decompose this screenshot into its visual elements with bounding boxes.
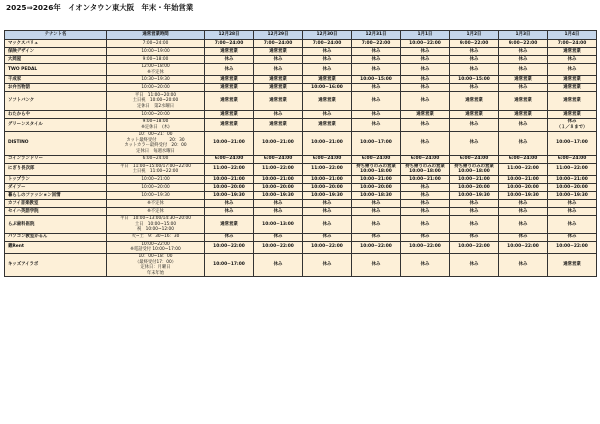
day-status: 6:00~24:00	[254, 155, 303, 163]
day-status: 休み	[205, 200, 254, 208]
day-status: 10:00~21:00	[548, 176, 597, 184]
day-status: 休み	[548, 216, 597, 234]
day-status: 10:00~22:00	[352, 241, 401, 253]
day-status: 10:00~22:00	[401, 40, 450, 48]
day-status: 休み	[499, 48, 548, 56]
day-status: 10:00~22:00	[548, 241, 597, 253]
tenant-name: 暮らしのファッション回情	[5, 192, 107, 200]
day-status: 休み	[254, 253, 303, 276]
day-status: 通常営業	[303, 119, 352, 131]
day-status: 持ち帰りのみの営業 10:00~18:00	[450, 163, 499, 175]
day-status: 10:00~21:00	[205, 131, 254, 155]
day-status: 休み	[401, 216, 450, 234]
day-status: 10:00~20:00	[205, 184, 254, 192]
day-status: 休み	[548, 56, 597, 64]
day-status: 休み	[352, 48, 401, 56]
day-status: 休み	[303, 64, 352, 76]
day-status: 11:00~22:00	[254, 163, 303, 175]
day-status: 通常営業	[548, 111, 597, 119]
tenant-name: ソフトバンク	[5, 92, 107, 111]
table-row	[5, 155, 597, 163]
day-status: 通常営業	[548, 92, 597, 111]
day-status: 休み	[499, 200, 548, 208]
day-status: 10:00~20:00	[303, 184, 352, 192]
day-status: 休み	[352, 119, 401, 131]
tenant-name: カフイ音楽教室	[5, 200, 107, 208]
day-status: 休み	[401, 48, 450, 56]
day-status: 休み	[352, 216, 401, 234]
day-status: 通常営業	[205, 84, 254, 92]
day-status: 10:00~20:00	[254, 184, 303, 192]
day-status: 10:00~21:00	[401, 176, 450, 184]
day-status: 10:00~22:00	[303, 241, 352, 253]
tenant-name: パソコン教室かるん	[5, 233, 107, 241]
table-row	[5, 233, 597, 241]
day-status: 休み	[254, 56, 303, 64]
day-status: 休み	[450, 84, 499, 92]
table-row	[5, 208, 597, 216]
day-status: 10:00~19:30	[303, 192, 352, 200]
day-status: 10:00~21:00	[352, 176, 401, 184]
day-status: 9:00~22:00	[499, 40, 548, 48]
day-status: 休み	[205, 233, 254, 241]
day-status: 休み	[352, 233, 401, 241]
header-tenant: テナント名	[5, 31, 107, 40]
day-status: 休み	[401, 192, 450, 200]
normal-hours: 10:00~20:00	[107, 111, 205, 119]
day-status: 6:00~24:00	[548, 155, 597, 163]
day-status: 休み	[401, 56, 450, 64]
table-row	[5, 163, 597, 175]
day-status: 休み	[205, 64, 254, 76]
day-status: 休み	[303, 111, 352, 119]
header-normal-hours: 通常営業時間	[107, 31, 205, 40]
day-status: 10:00~19:30	[499, 192, 548, 200]
day-status: 通常営業	[205, 216, 254, 234]
table-row	[5, 119, 597, 131]
day-status: 通常営業	[548, 48, 597, 56]
tenant-name: DISTINO	[5, 131, 107, 155]
day-status: 休み	[450, 216, 499, 234]
normal-hours: 10:00~19:30	[107, 192, 205, 200]
day-status: 通常営業	[254, 76, 303, 84]
day-status: 7:00~24:00	[303, 40, 352, 48]
schedule-table	[4, 30, 597, 277]
day-status: 11:00~22:00	[205, 163, 254, 175]
day-status: 通常営業	[205, 119, 254, 131]
normal-hours: 平日 10:00~13:00/14:30~20:00 土日 10:00~15:00 祝 10:00~12:00	[107, 216, 205, 234]
day-status: 10:00~21:00	[499, 176, 548, 184]
day-status: 休み	[401, 233, 450, 241]
day-status: 通常営業	[499, 76, 548, 84]
table-row	[5, 184, 597, 192]
day-status: 10:00~20:00	[548, 184, 597, 192]
header-day: 12月29日	[254, 31, 303, 40]
day-status: 10:00~19:30	[205, 192, 254, 200]
day-status: 休み	[499, 216, 548, 234]
day-status: 通常営業	[205, 92, 254, 111]
day-status: 休み	[401, 131, 450, 155]
day-status: 通常営業	[303, 76, 352, 84]
normal-hours: 12:00~18:00 ※不定休	[107, 64, 205, 76]
normal-hours: 平日 11:00~15:00/17:00~22:00 土日祝 11:00~22:00	[107, 163, 205, 175]
normal-hours: 10:00~20:00	[107, 184, 205, 192]
table-row	[5, 131, 597, 155]
tenant-name: お弁当物語	[5, 84, 107, 92]
normal-hours: 平日 11:00~20:00 土日祝 10:00~20:00 定休日 第2水曜日	[107, 92, 205, 111]
table-row	[5, 40, 597, 48]
day-status: 10:00~21:00	[254, 176, 303, 184]
day-status: 10:00~16:00	[303, 84, 352, 92]
day-status: 7:00~24:00	[548, 40, 597, 48]
day-status: 通常営業	[499, 111, 548, 119]
day-status: 7:00~24:00	[205, 40, 254, 48]
day-status: 休み （１／８まで）	[548, 119, 597, 131]
day-status: 休み	[303, 216, 352, 234]
normal-hours: ※不定休	[107, 208, 205, 216]
normal-hours: 10:00~21:00	[107, 176, 205, 184]
day-status: 通常営業	[254, 84, 303, 92]
day-status: 休み	[352, 200, 401, 208]
day-status: 10:00~22:00	[254, 241, 303, 253]
day-status: 10:00~19:30	[548, 192, 597, 200]
day-status: 休み	[352, 253, 401, 276]
day-status: 10:00~18:30	[352, 192, 401, 200]
day-status: 休み	[548, 64, 597, 76]
day-status: 通常営業	[450, 111, 499, 119]
header-day: 1月1日	[401, 31, 450, 40]
day-status: 休み	[303, 56, 352, 64]
table-row	[5, 92, 597, 111]
day-status: 休み	[450, 56, 499, 64]
day-status: 通常営業	[548, 76, 597, 84]
day-status: 休み	[303, 253, 352, 276]
day-status: 6:00~24:00	[450, 155, 499, 163]
table-row	[5, 216, 597, 234]
day-status: 通常営業	[205, 111, 254, 119]
day-status: 休み	[450, 48, 499, 56]
day-status: 持ち帰りのみの営業 10:00~18:00	[401, 163, 450, 175]
header-day: 1月4日	[548, 31, 597, 40]
tenant-name: キッズアイラボ	[5, 253, 107, 276]
day-status: 休み	[499, 253, 548, 276]
day-status: 10:00~20:00	[352, 184, 401, 192]
day-status: 休み	[303, 200, 352, 208]
day-status: 通常営業	[205, 76, 254, 84]
day-status: 6:00~24:00	[499, 155, 548, 163]
header-day: 12月28日	[205, 31, 254, 40]
day-status: 休み	[401, 253, 450, 276]
day-status: 10:00~22:00	[450, 241, 499, 253]
day-status: 10:00~21:00	[450, 176, 499, 184]
day-status: 通常営業	[548, 253, 597, 276]
day-status: 10:00~22:00	[401, 241, 450, 253]
table-row	[5, 76, 597, 84]
day-status: 持ち帰りのみの営業 10:00~18:00	[352, 163, 401, 175]
day-status: 休み	[303, 233, 352, 241]
day-status: 休み	[254, 111, 303, 119]
day-status: 休み	[352, 111, 401, 119]
day-status: 休み	[352, 84, 401, 92]
day-status: 休み	[450, 233, 499, 241]
table-row	[5, 176, 597, 184]
table-row	[5, 64, 597, 76]
header-row	[5, 31, 597, 40]
day-status: 休み	[450, 131, 499, 155]
day-status: 休み	[401, 76, 450, 84]
day-status: 10:00~21:00	[303, 176, 352, 184]
day-status: 通常営業	[254, 119, 303, 131]
day-status: 休み	[548, 233, 597, 241]
table-row	[5, 84, 597, 92]
day-status: 休み	[254, 64, 303, 76]
day-status: 休み	[499, 119, 548, 131]
day-status: 通常営業	[205, 48, 254, 56]
day-status: 休み	[205, 56, 254, 64]
page-title: 2025⇒2026年 イオンタウン東大阪 年末・年始営業	[6, 3, 194, 12]
day-status: 休み	[450, 200, 499, 208]
table-row	[5, 48, 597, 56]
day-status: 休み	[499, 64, 548, 76]
day-status: 休み	[499, 131, 548, 155]
day-status: 6:00~24:00	[352, 155, 401, 163]
tenant-name: ダイソー	[5, 184, 107, 192]
day-status: 休み	[450, 64, 499, 76]
day-status: 11:00~22:00	[548, 163, 597, 175]
normal-hours: 9:00~18:00 ※定休日 (木)	[107, 119, 205, 131]
day-status: 7:00~24:00	[254, 40, 303, 48]
normal-hours: 6:00~24:00	[107, 155, 205, 163]
tenant-name: セイハ英語学院	[5, 208, 107, 216]
normal-hours: 10：00~21：00 カット最終受付 20：30 カットカラー最終受付 20：00 定休日 毎週水曜日	[107, 131, 205, 155]
day-status: 休み	[401, 184, 450, 192]
day-status: 通常営業	[254, 48, 303, 56]
tenant-name: グリーンスタイル	[5, 119, 107, 131]
normal-hours: 9:00~18:00	[107, 56, 205, 64]
day-status: 10:00~13:00	[254, 216, 303, 234]
tenant-name: コインランドリー	[5, 155, 107, 163]
day-status: 休み	[401, 200, 450, 208]
day-status: 6:00~24:00	[303, 155, 352, 163]
day-status: 通常営業	[548, 84, 597, 92]
day-status: 休み	[401, 119, 450, 131]
day-status: 10:00~17:00	[205, 253, 254, 276]
tenant-name: わたからや	[5, 111, 107, 119]
tenant-name: にぎり長次郎	[5, 163, 107, 175]
day-status: 休み	[254, 208, 303, 216]
normal-hours: 10：00~18：00 （最終受付17：00） 定休日：月曜日 年末年始	[107, 253, 205, 276]
tenant-name: TWO PEDAL	[5, 64, 107, 76]
header-day: 12月31日	[352, 31, 401, 40]
day-status: 7:00~22:00	[352, 40, 401, 48]
day-status: 休み	[548, 208, 597, 216]
tenant-name: 千成家	[5, 76, 107, 84]
day-status: 10:00~19:30	[254, 192, 303, 200]
normal-hours: 火~土 9：30~16：30	[107, 233, 205, 241]
table-row	[5, 111, 597, 119]
day-status: 休み	[352, 92, 401, 111]
day-status: 10:00~22:00	[499, 241, 548, 253]
day-status: 休み	[303, 208, 352, 216]
normal-hours: ※不定休	[107, 200, 205, 208]
table-row	[5, 253, 597, 276]
day-status: 10:00~19:30	[450, 192, 499, 200]
day-status: 通常営業	[499, 92, 548, 111]
day-status: 10:00~15:00	[352, 76, 401, 84]
day-status: 10:00~21:00	[303, 131, 352, 155]
day-status: 休み	[254, 200, 303, 208]
day-status: 通常営業	[450, 92, 499, 111]
day-status: 休み	[352, 208, 401, 216]
day-status: 休み	[450, 119, 499, 131]
header-day: 1月3日	[499, 31, 548, 40]
day-status: 10:00~20:00	[499, 184, 548, 192]
day-status: 休み	[401, 208, 450, 216]
day-status: 10:00~15:00	[450, 76, 499, 84]
day-status: 10:00~22:00	[205, 241, 254, 253]
table-row	[5, 192, 597, 200]
day-status: 休み	[450, 253, 499, 276]
day-status: 通常営業	[254, 92, 303, 111]
day-status: 休み	[548, 200, 597, 208]
table-row	[5, 241, 597, 253]
tenant-name: 保険デザイン	[5, 48, 107, 56]
tenant-name: 大岡屋	[5, 56, 107, 64]
header-day: 1月2日	[450, 31, 499, 40]
day-status: 休み	[352, 56, 401, 64]
day-status: 休み	[401, 92, 450, 111]
table-row	[5, 200, 597, 208]
day-status: 10:00~20:00	[450, 184, 499, 192]
normal-hours: 10:00~19:00	[107, 48, 205, 56]
day-status: 休み	[450, 208, 499, 216]
day-status: 休み	[401, 84, 450, 92]
day-status: 休み	[499, 208, 548, 216]
header-day: 12月30日	[303, 31, 352, 40]
tenant-name: トップラン	[5, 176, 107, 184]
day-status: 10:00~21:00	[254, 131, 303, 155]
normal-hours: 10:00~22:00 ※電話受付 10:00~17:00	[107, 241, 205, 253]
day-status: 休み	[205, 208, 254, 216]
day-status: 休み	[352, 64, 401, 76]
day-status: 通常営業	[303, 92, 352, 111]
day-status: 10:00~17:00	[548, 131, 597, 155]
tenant-name: 蔵Rent	[5, 241, 107, 253]
day-status: 休み	[499, 84, 548, 92]
day-status: 10:00~21:00	[205, 176, 254, 184]
tenant-name: らぶ歯科医院	[5, 216, 107, 234]
day-status: 9:00~22:00	[450, 40, 499, 48]
day-status: 6:00~24:00	[205, 155, 254, 163]
normal-hours: 7:00~24:00	[107, 40, 205, 48]
day-status: 休み	[499, 233, 548, 241]
day-status: 11:00~22:00	[303, 163, 352, 175]
day-status: 10:00~17:00	[352, 131, 401, 155]
day-status: 6:00~24:00	[401, 155, 450, 163]
day-status: 休み	[303, 48, 352, 56]
table-row	[5, 56, 597, 64]
day-status: 休み	[254, 233, 303, 241]
day-status: 通常営業	[401, 111, 450, 119]
tenant-name: マックスバリュ	[5, 40, 107, 48]
day-status: 休み	[401, 64, 450, 76]
day-status: 11:00~22:00	[499, 163, 548, 175]
normal-hours: 10:30~19:30	[107, 76, 205, 84]
normal-hours: 10:00~20:00	[107, 84, 205, 92]
day-status: 休み	[499, 56, 548, 64]
